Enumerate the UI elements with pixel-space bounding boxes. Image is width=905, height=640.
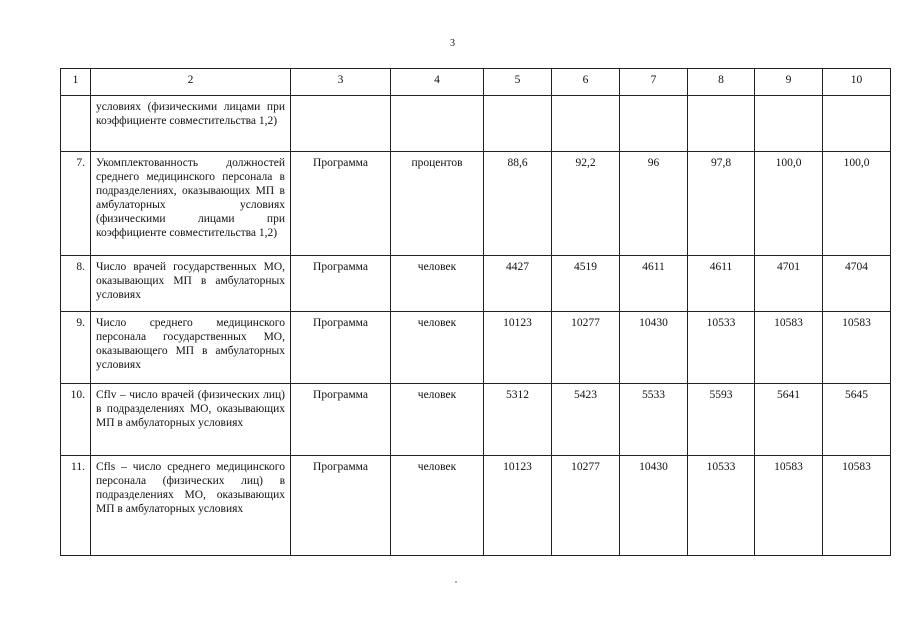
scan-speck xyxy=(455,581,457,583)
source-cell: Программа xyxy=(291,456,391,556)
header-row xyxy=(61,69,891,96)
row-number: 7. xyxy=(61,152,91,256)
value-cell: 10277 xyxy=(552,456,620,556)
value-cell: 10583 xyxy=(823,456,891,556)
value-cell: 96 xyxy=(620,152,688,256)
table-row xyxy=(61,456,891,556)
value-cell: 92,2 xyxy=(552,152,620,256)
value-cell xyxy=(620,96,688,152)
source-cell: Программа xyxy=(291,384,391,456)
source-cell: Программа xyxy=(291,256,391,312)
column-header: 8 xyxy=(688,69,755,96)
value-cell: 100,0 xyxy=(755,152,823,256)
column-header: 6 xyxy=(552,69,620,96)
value-cell: 10583 xyxy=(755,456,823,556)
value-cell: 5641 xyxy=(755,384,823,456)
value-cell xyxy=(688,96,755,152)
table-row xyxy=(61,384,891,456)
value-cell: 100,0 xyxy=(823,152,891,256)
column-header: 4 xyxy=(391,69,484,96)
source-cell: Программа xyxy=(291,312,391,384)
unit-cell: человек xyxy=(391,456,484,556)
value-cell: 4704 xyxy=(823,256,891,312)
indicators-table xyxy=(60,68,891,556)
value-cell: 10430 xyxy=(620,456,688,556)
value-cell: 5645 xyxy=(823,384,891,456)
indicator-name: Число среднего медицинского персонала государственных МО, оказывающего МП в амбулаторных условиях xyxy=(91,312,291,384)
unit-cell: человек xyxy=(391,256,484,312)
table-row xyxy=(61,256,891,312)
column-header: 9 xyxy=(755,69,823,96)
value-cell: 4611 xyxy=(620,256,688,312)
indicator-name: условиях (физическими лицами при коэффициенте совместительства 1,2) xyxy=(91,96,291,152)
unit-cell xyxy=(391,96,484,152)
value-cell: 10533 xyxy=(688,312,755,384)
column-header: 1 xyxy=(61,69,91,96)
column-header: 7 xyxy=(620,69,688,96)
table-row xyxy=(61,152,891,256)
column-header: 3 xyxy=(291,69,391,96)
page-number: 3 xyxy=(450,38,455,49)
table-row xyxy=(61,96,891,152)
value-cell: 5593 xyxy=(688,384,755,456)
indicator-name: Cflv – число врачей (физических лиц) в подразделениях МО, оказывающих МП в амбулаторных условиях xyxy=(91,384,291,456)
value-cell xyxy=(484,96,552,152)
indicator-name: Число врачей государственных МО, оказывающих МП в амбулаторных условиях xyxy=(91,256,291,312)
unit-cell: человек xyxy=(391,312,484,384)
value-cell: 10533 xyxy=(688,456,755,556)
row-number: 10. xyxy=(61,384,91,456)
value-cell: 10277 xyxy=(552,312,620,384)
value-cell: 10583 xyxy=(823,312,891,384)
value-cell: 10123 xyxy=(484,312,552,384)
table-row xyxy=(61,312,891,384)
value-cell: 97,8 xyxy=(688,152,755,256)
column-header: 5 xyxy=(484,69,552,96)
row-number: 9. xyxy=(61,312,91,384)
value-cell xyxy=(755,96,823,152)
value-cell xyxy=(552,96,620,152)
source-cell: Программа xyxy=(291,152,391,256)
value-cell: 10583 xyxy=(755,312,823,384)
value-cell: 88,6 xyxy=(484,152,552,256)
value-cell: 5423 xyxy=(552,384,620,456)
row-number: 8. xyxy=(61,256,91,312)
value-cell: 4611 xyxy=(688,256,755,312)
value-cell: 4519 xyxy=(552,256,620,312)
value-cell: 4701 xyxy=(755,256,823,312)
indicator-name: Укомплектованность должностей среднего медицинского персонала в подразделениях, оказывающих МП в амбулаторных условиях (физическими лицами при коэффициенте совместительства 1,2) xyxy=(91,152,291,256)
row-number xyxy=(61,96,91,152)
value-cell xyxy=(823,96,891,152)
unit-cell: процентов xyxy=(391,152,484,256)
unit-cell: человек xyxy=(391,384,484,456)
row-number: 11. xyxy=(61,456,91,556)
value-cell: 10430 xyxy=(620,312,688,384)
source-cell xyxy=(291,96,391,152)
indicator-name: Cfls – число среднего медицинского персонала (физических лиц) в подразделениях МО, оказывающих МП в амбулаторных условиях xyxy=(91,456,291,556)
value-cell: 4427 xyxy=(484,256,552,312)
value-cell: 5533 xyxy=(620,384,688,456)
column-header: 10 xyxy=(823,69,891,96)
value-cell: 10123 xyxy=(484,456,552,556)
column-header: 2 xyxy=(91,69,291,96)
value-cell: 5312 xyxy=(484,384,552,456)
